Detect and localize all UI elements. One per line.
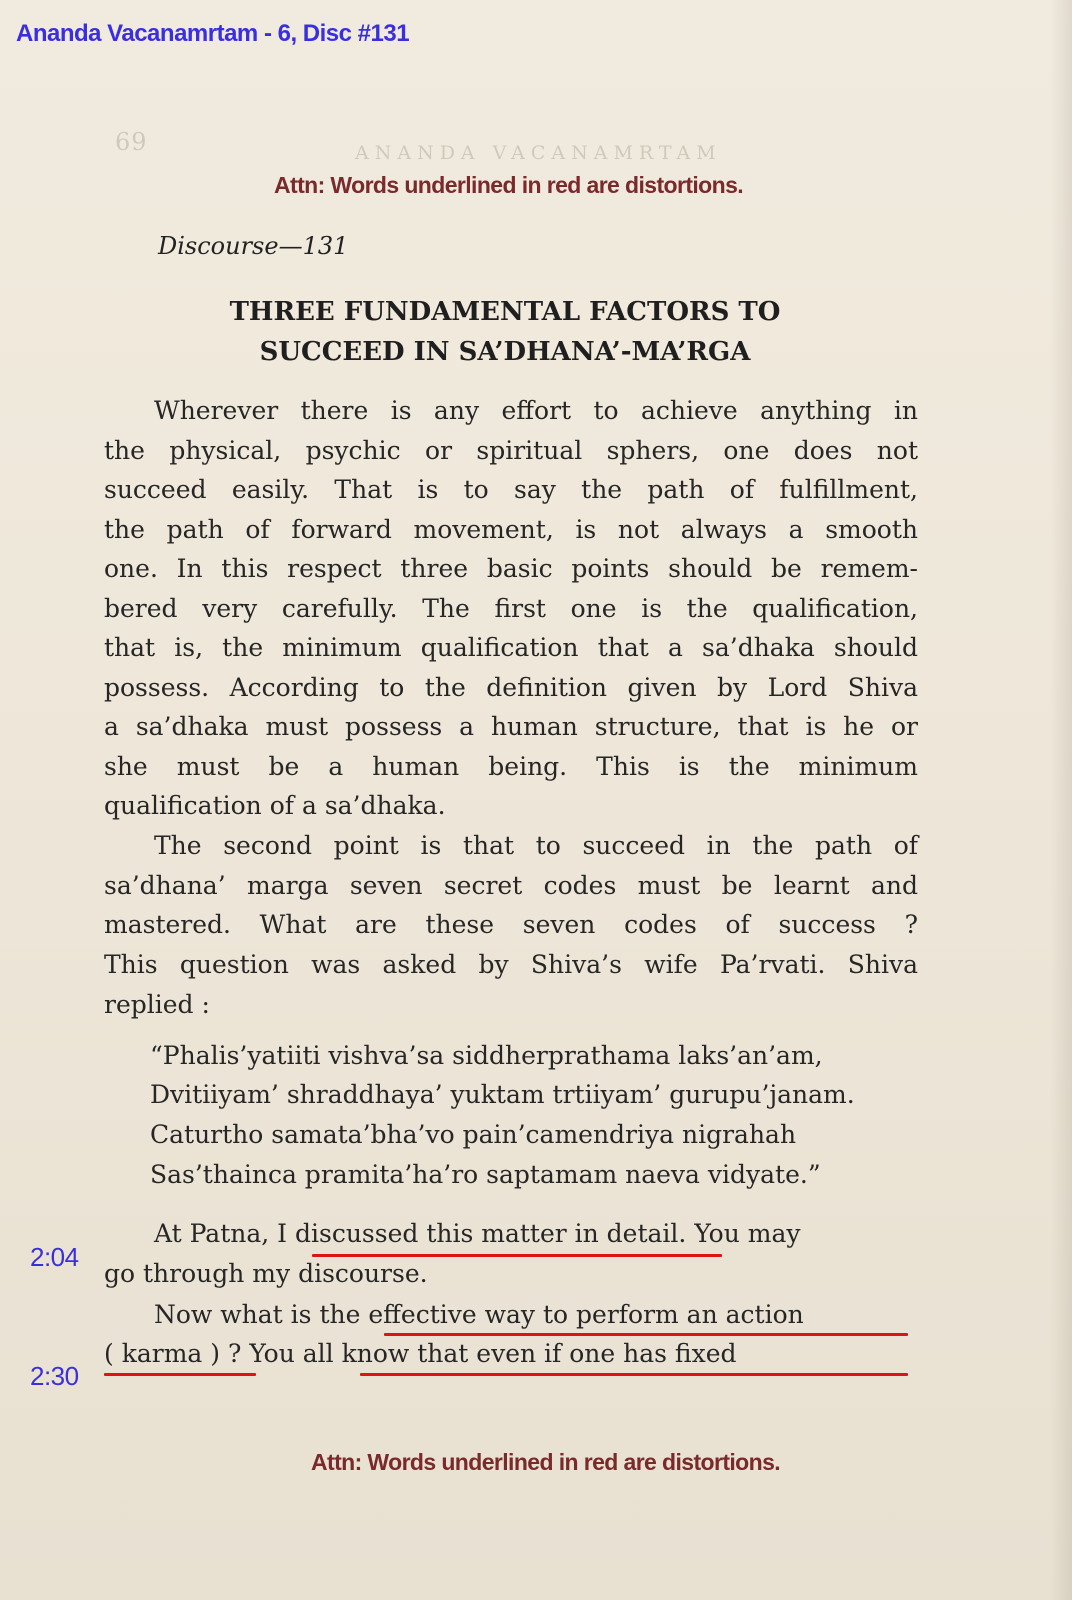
paragraph-3-line [104,1214,918,1254]
paragraph-1-line: that is, the minimum qualification that a sa’dhaka should [104,633,918,662]
timestamp-marker: 2:04 [30,1242,79,1272]
paragraph-2-line: The second point is that to succeed in the path of [154,831,918,860]
paragraph-1-line: she must be a human being. This is the minimum [104,752,918,781]
verse-line: Dvitiiyam’ shraddhaya’ yuktam trtiiyam’ gurupu’janam. [150,1080,855,1109]
paragraph-1-line: the physical, psychic or spiritual sphers, one does not [104,436,918,465]
title-line-2: SUCCEED IN SA’DHANA’-MA’RGA [259,337,751,367]
paragraph-1-line: bered very carefully. The first one is the qualification, [104,594,918,623]
paragraph-1-line: possess. According to the definition given by Lord Shiva [104,673,918,702]
timestamp-marker: 2:30 [30,1361,79,1391]
verse-line: Sas’thainca pramita’ha’ro saptamam naeva vidyate.” [150,1160,821,1189]
text-segment: At Patna, I [154,1219,295,1248]
text-segment: You may [686,1219,801,1248]
paragraph-1-line: a sa’dhaka must possess a human structure, that is he or [104,712,918,741]
distorted-phrase: discussed this matter in detail. [294,1219,687,1248]
paragraph-2-line: mastered. What are these seven codes of success ? [104,910,918,939]
distorted-phrase: effective way to perform an action [368,1300,804,1329]
discourse-number: Discourse—131 [158,232,349,260]
text-segment: Now what is the [154,1300,369,1329]
page-edge-shadow [1050,0,1072,1600]
paragraph-4-line [104,1334,918,1374]
paragraph-4-line [104,1295,918,1335]
book-reference-label: Ananda Vacanamrtam - 6, Disc #131 [16,20,410,47]
verse-line: Caturtho samata’bha’vo pain’camendriya nigrahah [150,1120,797,1149]
text-segment: You [241,1339,303,1368]
red-underline [104,1373,256,1376]
attention-note-top: Attn: Words underlined in red are distortions. [274,172,744,198]
paragraph-1-line: the path of forward movement, is not always a smooth [104,515,918,544]
discourse-title [130,292,880,372]
title-line-1: THREE FUNDAMENTAL FACTORS TO [229,297,781,327]
red-underline [360,1373,908,1376]
verse-line: “Phalis’yatiiti vishva’sa siddherprathama laks’an’am, [150,1041,823,1070]
faded-page-number: 69 [115,128,148,156]
faded-book-title: ANANDA VACANAMRTAM [355,142,722,164]
paragraph-2-line: This question was asked by Shiva’s wife Pa’rvati. Shiva [104,950,918,979]
paragraph-1-line: qualification of a sa’dhaka. [104,791,446,820]
paragraph-1-line: Wherever there is any effort to achieve anything in [154,396,918,425]
attention-note-bottom: Attn: Words underlined in red are distortions. [311,1449,781,1475]
paragraph-1-line: succeed easily. That is to say the path of fulfillment, [104,475,918,504]
distorted-phrase: ( karma ) ? [104,1339,242,1368]
distorted-phrase: all know that even if one has fixed [302,1339,737,1368]
paragraph-2-line: sa’dhana’ marga seven secret codes must be learnt and [104,871,918,900]
paragraph-3-line: go through my discourse. [104,1259,428,1288]
paragraph-2-line: replied : [104,990,210,1019]
paragraph-1-line: one. In this respect three basic points should be remem- [104,554,918,583]
